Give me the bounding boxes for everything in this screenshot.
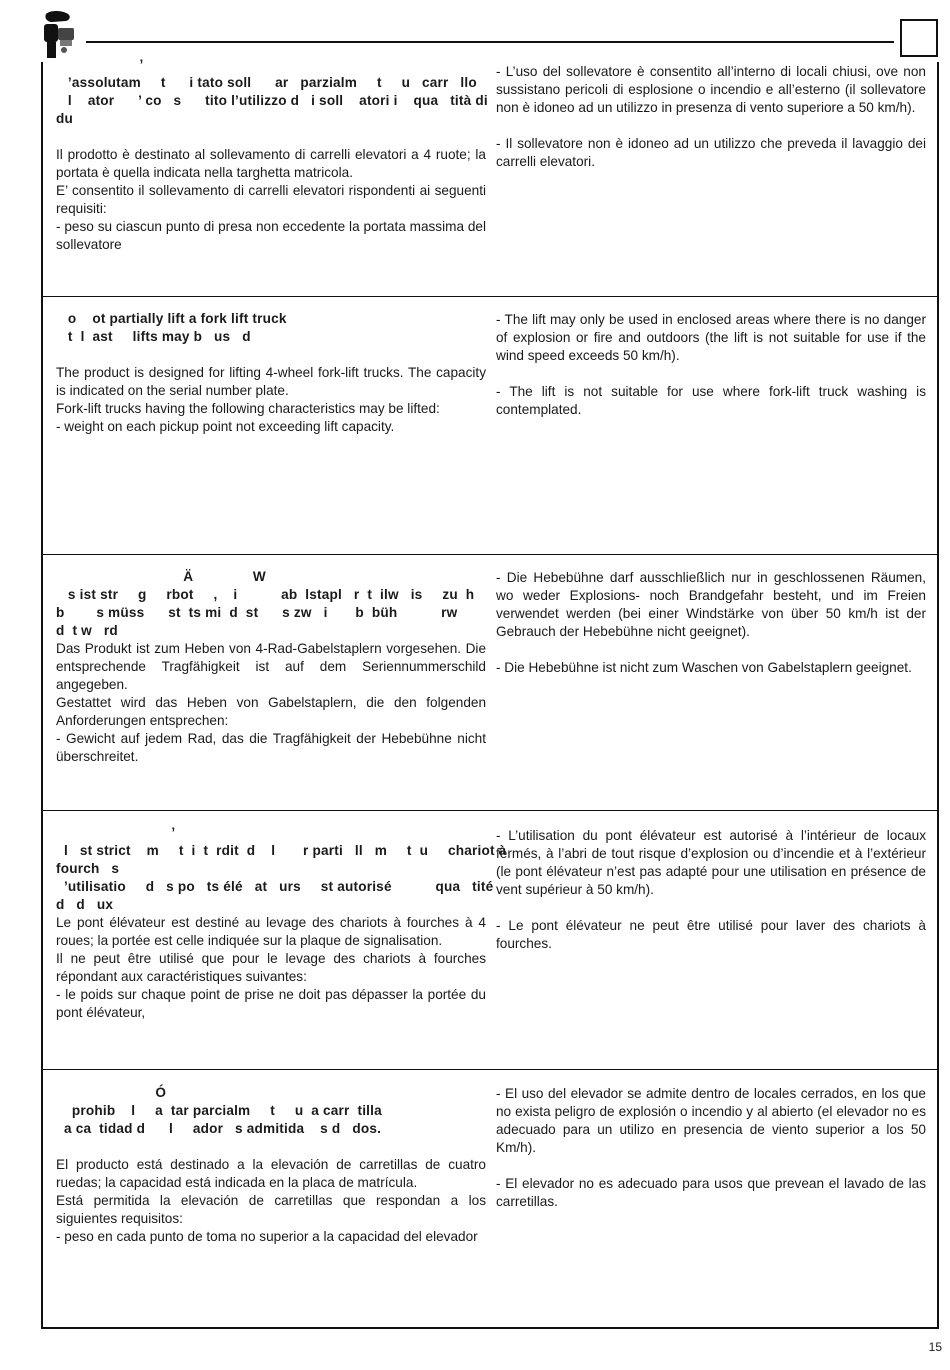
section-german	[43, 555, 937, 811]
body-paragraph: Il prodotto è destinato al sollevamento di carrelli elevatori a 4 ruote; la portata è quella indicata nella targhetta matricola.	[56, 147, 486, 180]
body-paragraph: Fork-lift trucks having the following characteristics may be lifted:	[56, 401, 440, 416]
body-paragraph: Está permitida la elevación de carretillas que respondan a los siguientes requisitos:	[56, 1193, 486, 1226]
header-rule	[86, 41, 894, 43]
body-paragraph: The product is designed for lifting 4-wheel fork-lift trucks. The capacity is indicated on the serial number plate.	[56, 365, 486, 398]
heading-line: ’utilisatio d s po ts élé at urs st autorisé qua tité	[56, 879, 494, 894]
page-number: 15	[928, 1340, 942, 1354]
section-spanish	[43, 1070, 937, 1328]
heading-line: s ist str g rbot , i ab lstapl r t ilw is zu h	[56, 587, 475, 602]
body-paragraph: Gestattet wird das Heben von Gabelstaplern, die den folgenden Anforderungen entsprechen:	[56, 695, 486, 728]
heading-line: prohib l a tar parcialm t u a carr tilla	[56, 1103, 382, 1118]
heading-line: ’assolutam t i tato soll ar parzialm t u carr llo	[56, 75, 477, 90]
body-paragraph: - Die Hebebühne ist nicht zum Waschen von Gabelstaplern geeignet.	[496, 660, 912, 675]
body-paragraph: - L’uso del sollevatore è consentito all’interno di locali chiusi, ove non sussistano pericoli di esplosione o incendio e all’esterno (il sollevatore non è idoneo ad un utilizzo in presenza di vento superiore a 50 km/h).	[496, 64, 926, 115]
body-paragraph: Il ne peut être utilisé que pour le levage des chariots à fourches répondant aux caractéristiques suivantes:	[56, 951, 486, 984]
section-english	[43, 297, 937, 555]
content-frame	[41, 57, 939, 1329]
heading-line: a ca tidad d l ador s admitida s d dos.	[56, 1121, 382, 1136]
body-paragraph: - El elevador no es adecuado para usos que prevean el lavado de las carretillas.	[496, 1176, 926, 1209]
worker-pictogram-icon	[38, 10, 80, 60]
body-paragraph: - Gewicht auf jedem Rad, das die Tragfähigkeit der Hebebühne nicht überschreitet.	[56, 731, 486, 764]
body-paragraph: - L’utilisation du pont élévateur est autorisé à l’intérieur de locaux fermés, à l’abri de tout risque d’explosion ou d’incendie et à l’extérieur (le pont élévateur n’est pas adapté pour une utilisation en présence de vent supérieur à 50 km/h).	[496, 828, 926, 897]
heading-line: Ó	[56, 1085, 167, 1100]
heading-line: Ä W	[56, 569, 266, 584]
heading-line: d t w rd	[56, 623, 118, 638]
heading-line: d d ux	[56, 897, 114, 912]
body-paragraph: Le pont élévateur est destiné au levage des chariots à fourches à 4 roues; la portée est celle indiquée sur la plaque de signalisation.	[56, 915, 486, 948]
body-paragraph: E’ consentito il sollevamento di carrelli elevatori rispondenti ai seguenti requisiti:	[56, 183, 486, 216]
body-paragraph: - peso en cada punto de toma no superior a la capacidad del elevador	[56, 1229, 478, 1244]
body-paragraph: - Die Hebebühne darf ausschließlich nur in geschlossenen Räumen, wo weder Explosions- noch Brandgefahr besteht, und im Freien verwendet werden (bei einer Windstärke von über 50 km/h ist der Gebrauch der Hebebühne nicht geeignet).	[496, 570, 926, 639]
body-paragraph: - peso su ciascun punto di presa non eccedente la portata massima del sollevatore	[56, 219, 486, 252]
body-paragraph: - The lift may only be used in enclosed areas where there is no danger of explosion or fire and outdoors (the lift is not suitable for use if the wind speed exceeds 50 km/h).	[496, 312, 926, 363]
body-paragraph: - Le pont élévateur ne peut être utilisé pour laver des chariots à fourches.	[496, 918, 926, 951]
body-paragraph: - Il sollevatore non è idoneo ad un utilizzo che preveda il lavaggio dei carrelli elevatori.	[496, 136, 926, 169]
heading-line: du	[56, 111, 74, 126]
section-italian	[43, 57, 937, 297]
body-paragraph: El producto está destinado a la elevación de carretillas de cuatro ruedas; la capacidad está indicada en la placa de matrícula.	[56, 1157, 486, 1190]
body-paragraph: - The lift is not suitable for use where fork-lift truck washing is contemplated.	[496, 384, 926, 417]
heading-line: ’	[56, 57, 144, 72]
heading-line: l ator ’ co s tito l’utilizzo d i soll atori i qua tità di	[56, 93, 488, 108]
body-paragraph: Das Produkt ist zum Heben von 4-Rad-Gabelstaplern vorgesehen. Die entsprechende Tragfähigkeit ist auf dem Seriennummerschild angegeben.	[56, 641, 486, 692]
section-french	[43, 811, 937, 1070]
heading-line: l st strict m t i t rdit d l r parti ll m t u chariot à	[56, 843, 507, 858]
heading-line: fourch s	[56, 861, 120, 876]
corner-box	[900, 19, 938, 57]
heading-line: o ot partially lift a fork lift truck	[56, 311, 287, 326]
body-paragraph: - le poids sur chaque point de prise ne doit pas dépasser la portée du pont élévateur,	[56, 987, 486, 1020]
heading-line: ’	[56, 825, 176, 840]
heading-line: t l ast lifts may b us d	[56, 329, 251, 344]
heading-line: b s müss st ts mi d st s zw i b büh rw	[56, 605, 458, 620]
body-paragraph: - weight on each pickup point not exceeding lift capacity.	[56, 419, 395, 434]
body-paragraph: - El uso del elevador se admite dentro de locales cerrados, en los que no exista peligro de explosión o incendio y al abierto (el elevador no es adecuado para un utilizo en presencia de viento superior a los 50 Km/h).	[496, 1086, 926, 1155]
